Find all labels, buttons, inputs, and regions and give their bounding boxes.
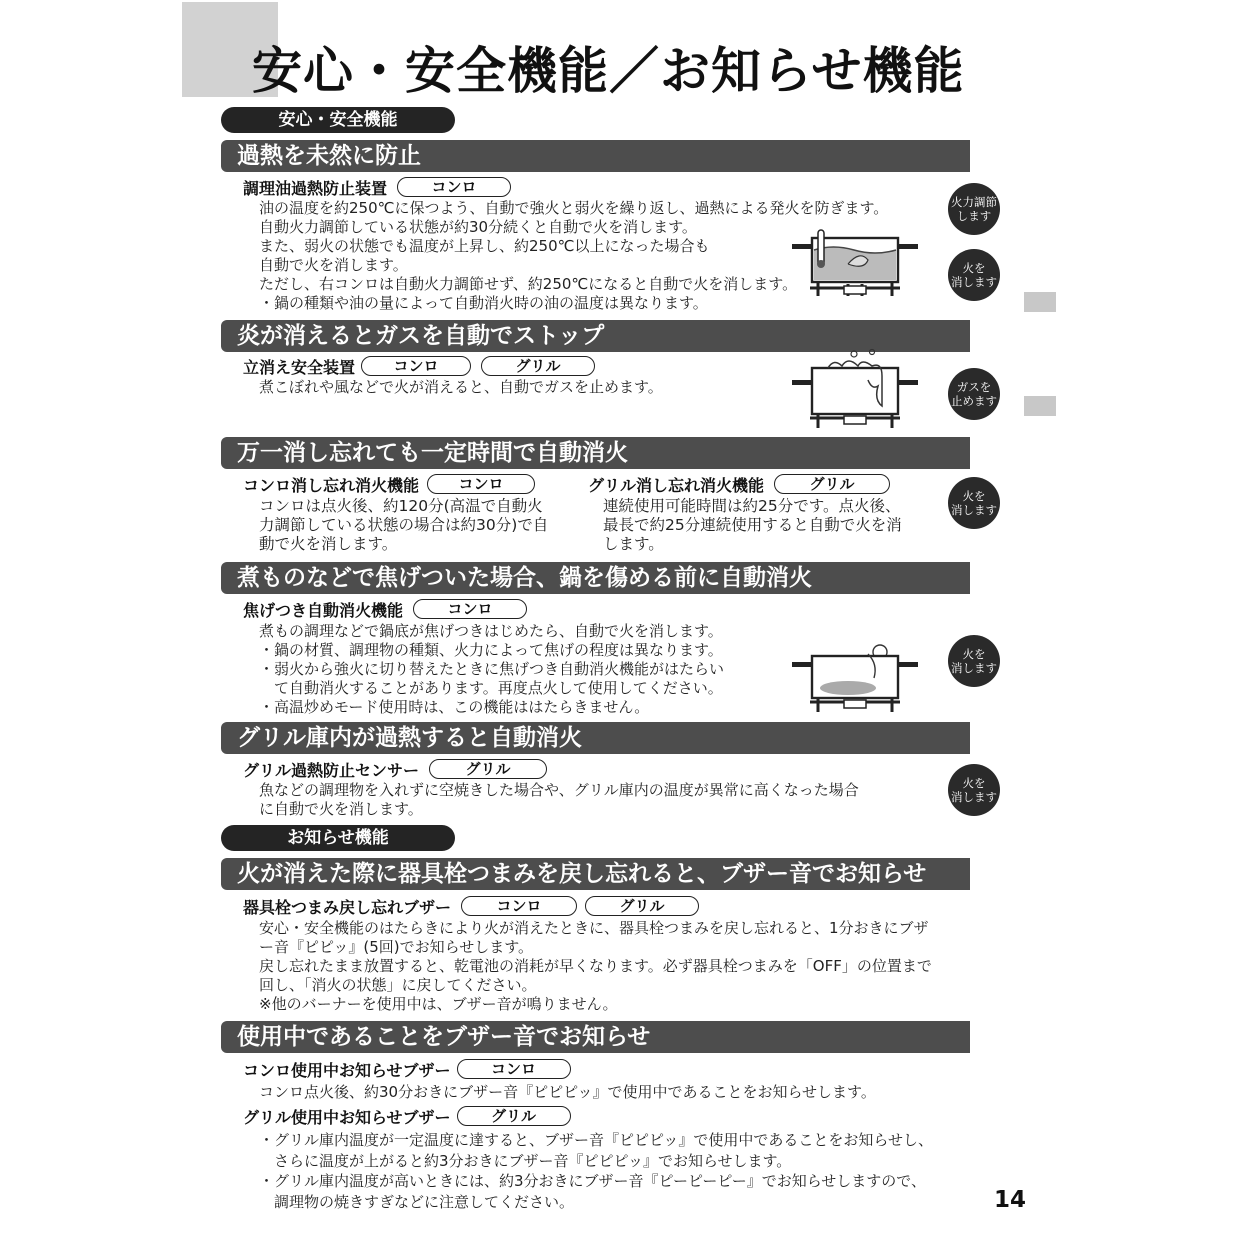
badge-line: 消します (951, 790, 997, 804)
device-row-grill-auto-off (588, 473, 890, 495)
text-line: ・弱火から強火に切り替えたときに焦げつき自動消火機能がはたらい (259, 660, 725, 678)
text-line: ・鍋の材質、調理物の種類、火力によって焦げの程度は異なります。 (259, 641, 723, 659)
side-tab (1024, 396, 1056, 416)
text-line: コンロは点火後、約120分(高温で自動火 (259, 497, 543, 515)
badge-flame-adjust (948, 183, 1000, 235)
tag-grill: グリル (481, 356, 595, 376)
device-row-stove-in-use (243, 1058, 571, 1080)
description-grill-auto-off (603, 497, 902, 554)
text-line: ー音『ピピッ』(5回)でお知らせします。 (259, 938, 533, 956)
device-name: 焦げつき自動消火機能 (243, 600, 404, 620)
side-tab (1024, 292, 1056, 312)
device-row-grill-in-use (243, 1105, 571, 1127)
badge-fire-off (948, 635, 1000, 687)
tag-grill: グリル (429, 759, 547, 779)
text-line: 戻し忘れたまま放置すると、乾電池の消耗が早くなります。必ず器具栓つまみを「OFF」の位置まで (259, 957, 932, 975)
device-row-overheat (243, 176, 511, 198)
text-line: 力調節している状態の場合は約30分)で自 (259, 516, 549, 534)
description-knob-buzzer (259, 919, 932, 1014)
device-row-stove-auto-off (243, 473, 535, 495)
feature-title-knob-buzzer: 火が消えた際に器具栓つまみを戻し忘れると、ブザー音でお知らせ (221, 858, 970, 890)
badge-line: 火を (962, 261, 986, 275)
description-scorch (259, 622, 724, 717)
badge-line: 火を (962, 776, 986, 790)
tag-grill: グリル (774, 474, 890, 494)
description-grill-overheat (259, 781, 859, 819)
badge-line: 火力調節 (951, 195, 997, 209)
device-name: コンロ消し忘れ消火機能 (243, 475, 420, 495)
text-line: て自動消火することがあります。再度点火して使用してください。 (259, 679, 723, 697)
device-row-grill-overheat (243, 758, 547, 780)
badge-fire-off (948, 477, 1000, 529)
device-name: 立消え安全装置 (243, 357, 356, 377)
badge-line: 止めます (951, 394, 997, 408)
text-line: また、弱火の状態でも温度が上昇し、約250℃以上になった場合も (259, 237, 710, 255)
device-name: グリル使用中お知らせブザー (243, 1107, 451, 1127)
feature-title-overheat: 過熱を未然に防止 (221, 140, 970, 172)
badge-line: 消します (951, 275, 997, 289)
badge-fire-off (948, 764, 1000, 816)
tag-grill: グリル (457, 1106, 571, 1126)
description-stove-in-use (259, 1083, 876, 1102)
text-line: します。 (603, 535, 664, 553)
page-number: 14 (994, 1187, 1027, 1213)
text-line: 連続使用可能時間は約25分です。点火後、 (603, 497, 901, 515)
badge-line: ガスを (956, 380, 992, 394)
text-line: ※他のバーナーを使用中は、ブザー音が鳴りません。 (259, 995, 618, 1013)
text-line: 自動火力調節している状態が約30分続くと自動で火を消します。 (259, 218, 697, 236)
text-line: 動で火を消します。 (259, 535, 398, 553)
tag-stove: コンロ (427, 474, 535, 494)
feature-title-grill-overheat: グリル庫内が過熱すると自動消火 (221, 722, 970, 754)
badge-line: 火を (962, 647, 986, 661)
badge-line: 消します (951, 661, 997, 675)
text-line: に自動で火を消します。 (259, 800, 423, 818)
text-line: ・グリル庫内温度が高いときには、約3分おきにブザー音『ピーピーピー』でお知らせしますので、 (259, 1172, 926, 1190)
section-label-notice: お知らせ機能 (221, 825, 455, 851)
badge-line: 消します (951, 503, 997, 517)
device-row-scorch (243, 598, 527, 620)
device-row-flame-out (243, 355, 595, 377)
oil-pot-illustration (788, 222, 922, 300)
badge-fire-off (948, 249, 1000, 301)
text-line: ・高温炒めモード使用時は、この機能ははたらきません。 (259, 698, 650, 716)
tag-stove: コンロ (461, 896, 577, 916)
tag-stove: コンロ (457, 1059, 571, 1079)
text-line: ・鍋の種類や油の量によって自動消火時の油の温度は異なります。 (259, 294, 708, 312)
description-stove-auto-off (259, 497, 548, 554)
device-name: コンロ使用中お知らせブザー (243, 1060, 451, 1080)
feature-title-scorch: 煮ものなどで焦げついた場合、鍋を傷める前に自動消火 (221, 562, 970, 594)
text-line: コンロ点火後、約30分おきにブザー音『ピピピッ』で使用中であることをお知らせします。 (259, 1083, 876, 1101)
tag-stove: コンロ (361, 356, 471, 376)
tag-stove: コンロ (397, 177, 511, 197)
text-line: 煮こぼれや風などで火が消えると、自動でガスを止めます。 (259, 378, 663, 396)
text-line: ただし、右コンロは自動火力調節せず、約250℃になると自動で火を消します。 (259, 275, 798, 293)
device-row-knob-buzzer (243, 895, 699, 917)
device-name: 調理油過熱防止装置 (243, 178, 388, 198)
text-line: 煮もの調理などで鍋底が焦げつきはじめたら、自動で火を消します。 (259, 622, 723, 640)
description-flame-out (259, 378, 663, 397)
text-line: 最長で約25分連続使用すると自動で火を消 (603, 516, 902, 534)
tag-grill: グリル (585, 896, 699, 916)
description-grill-in-use (259, 1130, 933, 1212)
scorched-pot-illustration (788, 640, 922, 716)
text-line: ・グリル庫内温度が一定温度に達すると、ブザー音『ピピピッ』で使用中であることをお知らせし、 (259, 1131, 933, 1149)
badge-line: 火を (962, 489, 986, 503)
section-label-safety: 安心・安全機能 (221, 107, 455, 133)
badge-gas-stop (948, 368, 1000, 420)
feature-title-flame-out: 炎が消えるとガスを自動でストップ (221, 320, 970, 352)
text-line: 魚などの調理物を入れずに空焼きした場合や、グリル庫内の温度が異常に高くなった場合 (259, 781, 859, 799)
text-line: 油の温度を約250℃に保つよう、自動で強火と弱火を繰り返し、過熱による発火を防ぎます。 (259, 199, 889, 217)
page-title: 安心・安全機能／お知らせ機能 (252, 42, 965, 100)
text-line: 回し、「消火の状態」に戻してください。 (259, 976, 537, 994)
badge-line: します (956, 209, 992, 223)
text-line: 自動で火を消します。 (259, 256, 408, 274)
text-line: 安心・安全機能のはたらきにより火が消えたときに、器具栓つまみを戻し忘れると、1分おきにブザ (259, 919, 929, 937)
tag-stove: コンロ (413, 599, 527, 619)
feature-title-auto-off: 万一消し忘れても一定時間で自動消火 (221, 437, 970, 469)
text-line: 調理物の焼きすぎなどに注意してください。 (259, 1192, 575, 1211)
device-name: グリル消し忘れ消火機能 (588, 475, 765, 495)
boil-over-pot-illustration (788, 348, 922, 432)
text-line: さらに温度が上がると約3分おきにブザー音『ピピピッ』でお知らせします。 (259, 1151, 792, 1170)
device-name: グリル過熱防止センサー (243, 760, 420, 780)
feature-title-in-use: 使用中であることをブザー音でお知らせ (221, 1021, 970, 1053)
device-name: 器具栓つまみ戻し忘れブザー (243, 897, 452, 917)
